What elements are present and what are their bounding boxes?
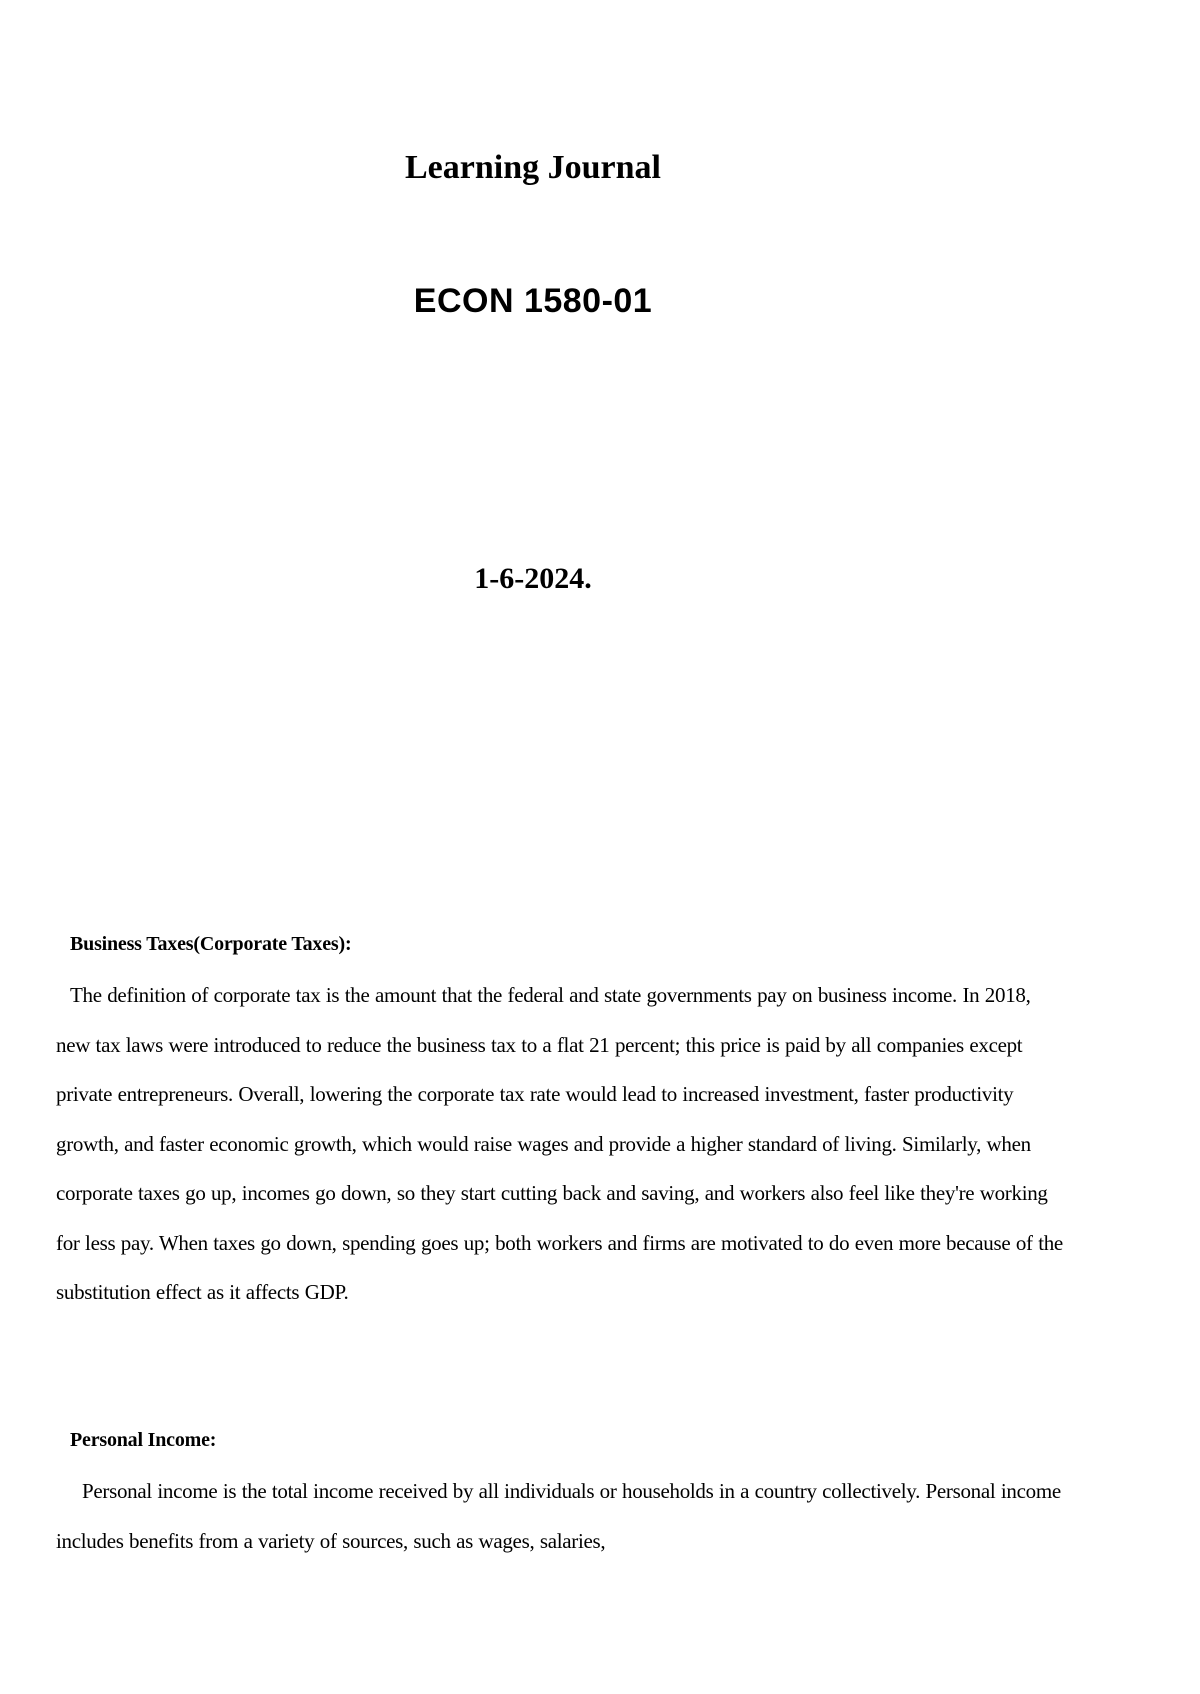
section-business-taxes: [56, 929, 1066, 1318]
section-paragraph: [56, 971, 1066, 1318]
section-paragraph: [56, 1467, 1066, 1566]
document-title: Learning Journal: [405, 149, 661, 186]
section-personal-income: [56, 1425, 1066, 1566]
course-code: ECON 1580-01: [413, 282, 653, 320]
section-paragraph-text: Personal income is the total income received by all individuals or households in a country collectively. Personal income includes benefits from a variety of sources, such as wages, salaries,: [56, 1479, 1061, 1553]
section-paragraph-text: The definition of corporate tax is the amount that the federal and state governments pay on business income. In 2018, new tax laws were introduced to reduce the business tax to a flat 21 percent; this price is paid by all companies except private entrepreneurs. Overall, lowering the corporate tax rate would lead to increased investment, faster productivity growth, and faster economic growth, which would raise wages and provide a higher standard of living. Similarly, when corporate taxes go up, incomes go down, so they start cutting back and saving, and workers also feel like they're working for less pay. When taxes go down, spending goes up; both workers and firms are motivated to do even more because of the substitution effect as it affects GDP.: [56, 983, 1063, 1304]
section-heading: Business Taxes(Corporate Taxes):: [70, 933, 352, 955]
section-heading: Personal Income:: [70, 1429, 217, 1451]
document-date: 1-6-2024.: [474, 562, 592, 595]
